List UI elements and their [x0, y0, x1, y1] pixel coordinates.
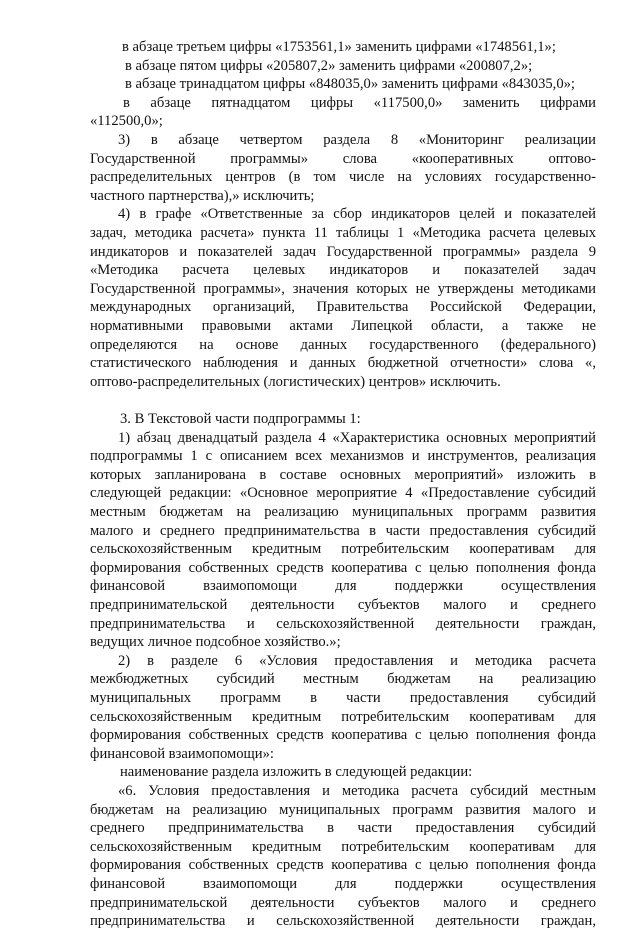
text-line: в абзаце пятнадцатом цифры «117500,0» заменить цифрами — [123, 94, 596, 111]
text-line: 4) в графе «Ответственные за сбор индикаторов целей и показателей — [118, 206, 596, 223]
text-line: 2) в разделе 6 «Условия предоставления и методика расчета — [118, 652, 596, 669]
text-line: 3. В Текстовой части подпрограммы 1: — [120, 411, 361, 427]
text-line: формирования собственных средств кооператива с целью пополнения фонда — [90, 559, 596, 576]
text-line: сельскохозяйственным кредитным потребительским кооперативам для — [90, 541, 596, 558]
text-line: определяются на основе данных государственного (федерального) — [90, 336, 596, 353]
text-line: нормативными правовыми актами Липецкой области, а также не — [90, 318, 596, 334]
text-line: бюджетам на реализацию муниципальных программ развития малого и — [90, 801, 596, 818]
text-line: предпринимательства и сельскохозяйственной деятельности граждан, — [90, 913, 596, 930]
text-line: ведущих личное подсобное хозяйство.»; — [90, 634, 341, 651]
text-line: предпринимательства и сельскохозяйственной деятельности граждан, — [90, 615, 596, 632]
text-line: Государственной программы», значения которых не утверждены методиками — [90, 280, 596, 297]
text-line: «6. Условия предоставления и методика расчета субсидий местным — [118, 783, 596, 799]
text-line: в абзаце тринадцатом цифры «848035,0» заменить цифрами «843035,0»; — [125, 76, 575, 93]
text-line: следующей редакции: «Основное мероприятие 4 «Предоставление субсидий — [90, 485, 596, 502]
text-line: которых запланирована в составе основных мероприятий» изложить в — [90, 466, 596, 483]
text-line: формирования собственных средств кооператива с целью пополнения фонда — [90, 727, 596, 744]
text-line: финансовой взаимопомощи для поддержки осуществления — [90, 578, 596, 595]
text-line: частного партнерства),» исключить; — [90, 187, 315, 204]
text-line: оптово-распределительных (логистических) центров» исключить. — [90, 373, 501, 390]
text-line: сельскохозяйственным кредитным потребительским кооперативам для — [90, 838, 596, 855]
text-line: наименование раздела изложить в следующей редакции: — [120, 764, 473, 781]
text-line: Государственной программы» слова «кооперативных оптово- — [90, 150, 596, 167]
text-line: финансовой взаимопомощи для поддержки осуществления — [90, 876, 596, 892]
text-line: малого и среднего предпринимательства в части предоставления субсидий — [90, 522, 596, 539]
text-line: финансовой взаимопомощи»: — [90, 745, 274, 762]
text-line: предпринимательской деятельности субъектов малого и среднего — [90, 894, 596, 911]
text-line: в абзаце третьем цифры «1753561,1» заменить цифрами «1748561,1»; — [122, 39, 556, 55]
text-line: формирования собственных средств кооператива с целью пополнения фонда — [90, 857, 596, 874]
text-line — [90, 391, 596, 410]
text-line: «112500,0»; — [90, 113, 163, 130]
text-line: международных организаций, Правительства Российской Федерации, — [90, 299, 596, 316]
text-line: межбюджетных субсидий местным бюджетам на реализацию — [90, 671, 596, 688]
text-line: в абзаце пятом цифры «205807,2» заменить цифрами «200807,2»; — [125, 57, 533, 74]
text-line: индикаторов и показателей задач Государственной программы» раздела 9 — [90, 243, 596, 260]
text-line: статистического наблюдения и данных бюджетной отчетности» слова «, — [90, 355, 596, 372]
text-line: 3) в абзаце четвертом раздела 8 «Мониторинг реализации — [118, 132, 596, 148]
text-line: распределительных центров (в том числе на условиях государственно- — [90, 169, 596, 186]
text-line: муниципальных программ в части предоставления субсидий — [90, 690, 596, 706]
text-line: 1) абзац двенадцатый раздела 4 «Характеристика основных мероприятий — [118, 429, 596, 446]
text-line: задач, методика расчета» пункта 11 таблицы 1 «Методика расчета целевых — [90, 225, 596, 241]
text-line: подпрограммы 1 с описанием всех механизмов и инструментов, реализация — [90, 448, 596, 465]
text-line: «Методика расчета целевых индикаторов и показателей задач — [90, 262, 596, 279]
text-line: предпринимательской деятельности субъектов малого и среднего — [90, 597, 596, 613]
text-line: сельскохозяйственным кредитным потребительским кооперативам для — [90, 708, 596, 725]
text-line: среднего предпринимательства в части предоставления субсидий — [90, 820, 596, 837]
text-line: местным бюджетам на реализацию муниципальных программ развития — [90, 504, 596, 520]
